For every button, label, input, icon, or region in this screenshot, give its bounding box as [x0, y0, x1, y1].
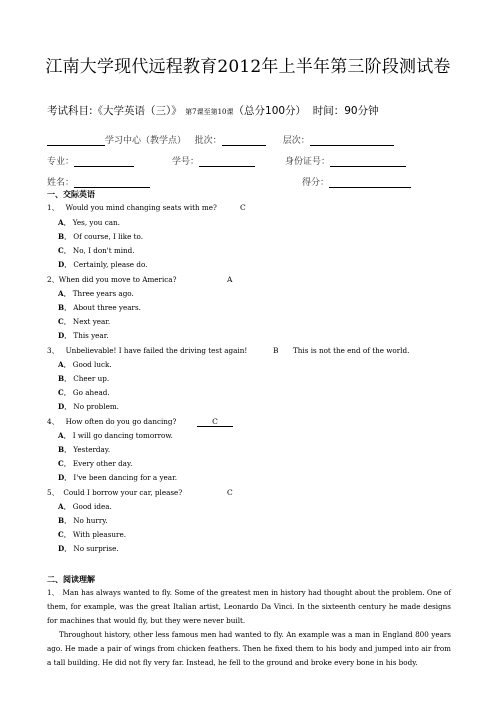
option-text: Next year.	[72, 317, 111, 326]
option-5a	[58, 502, 112, 512]
total-score: （总分100分）	[233, 105, 307, 117]
student-no-blank[interactable]	[199, 157, 255, 167]
major-blank[interactable]	[74, 157, 134, 167]
option-text: Yes, you can.	[72, 218, 120, 227]
option-key: A．	[58, 360, 71, 369]
option-key: D．	[58, 331, 72, 340]
option-text: Three years ago.	[72, 289, 134, 298]
subject-prefix: 考试科目:	[47, 105, 93, 117]
option-text: I will go dancing tomorrow.	[72, 431, 173, 440]
option-text: No surprise.	[73, 544, 119, 553]
question-5	[47, 488, 233, 498]
option-text: Every other day.	[72, 459, 133, 468]
level-blank[interactable]	[310, 136, 394, 146]
question-text: 2、	[47, 275, 59, 284]
option-2a	[58, 289, 134, 299]
option-1b	[58, 232, 143, 242]
option-text: Certainly, please do.	[73, 260, 148, 269]
question-3	[47, 346, 410, 356]
question-text: How often do you go dancing?	[65, 417, 177, 426]
option-key: D．	[58, 544, 72, 553]
option-text: Of course, I like to.	[73, 232, 144, 241]
option-text: Go ahead.	[72, 388, 110, 397]
option-text: This year.	[73, 331, 109, 340]
option-2d	[58, 331, 109, 341]
answer-3: B	[273, 346, 279, 355]
option-text: I've been dancing for a year.	[73, 473, 178, 482]
exam-title: 江南大学现代远程教育2012年上半年第三阶段测试卷	[45, 57, 451, 77]
question-text: 4、	[47, 417, 59, 426]
question-text: 1、	[47, 203, 59, 212]
answer-1: C	[240, 203, 246, 212]
question-text: Would you mind changing seats with me?	[65, 203, 217, 212]
option-4d	[58, 473, 177, 483]
batch-label: 批次：	[194, 136, 222, 146]
question-text: 3、	[47, 346, 59, 355]
level-label: 层次：	[282, 136, 310, 146]
name-blank[interactable]	[74, 178, 150, 188]
exam-time: 时间：90分钟	[312, 105, 379, 117]
option-3d	[58, 402, 119, 412]
option-text: No, I don't mind.	[72, 246, 135, 255]
question-3-response: This is not the end of the world.	[293, 346, 410, 355]
reading-paragraph-2: Throughout history, other less famous men had wanted to fly. An example was a man in England 800 years ago. He made a pair of wings from chicken feathers. Then he fixed them to his body and jumped into air from a tall building. He did not fly very far. Instead, he fell to the ground and broke every bone in his body.	[47, 630, 451, 667]
option-text: Yesterday.	[73, 445, 111, 454]
option-key: C．	[58, 459, 71, 468]
section-heading-communicative: 一、交际英语	[47, 190, 95, 199]
option-1a	[58, 218, 120, 228]
answer-2: A	[227, 275, 233, 284]
question-2	[47, 275, 233, 285]
subject-line	[47, 103, 379, 118]
reading-paragraph-1: 1、 Man has always wanted to fly. Some of the greatest men in history had thought about the problem. One of them, for example, was the great Italian artist, Leonardo Da Vinci. In the sixteenth century he made designs for machines that would fly, but they were never built.	[47, 588, 451, 625]
option-1c	[58, 246, 135, 256]
question-text: Could I borrow your car, please?	[63, 488, 183, 497]
option-1d	[58, 260, 147, 270]
option-text: Cheer up.	[73, 374, 110, 383]
option-key: C．	[58, 246, 71, 255]
lesson-range: 第7课至第10课	[185, 108, 234, 116]
id-no-label: 身份证号：	[285, 157, 331, 167]
score-blank[interactable]	[329, 178, 411, 188]
option-key: D．	[58, 402, 72, 411]
name-label: 姓名：	[47, 178, 75, 188]
question-1	[47, 203, 246, 213]
question-4	[47, 417, 218, 427]
option-key: B．	[58, 516, 72, 525]
question-text: When did you move to America?	[58, 275, 177, 284]
option-2c	[58, 317, 110, 327]
option-key: C．	[58, 530, 71, 539]
student-no-label: 学号：	[172, 157, 200, 167]
option-text: No hurry.	[73, 516, 108, 525]
option-text: No problem.	[73, 402, 119, 411]
course-name: 《大学英语（三）》	[92, 105, 182, 117]
major-label: 专业：	[47, 157, 75, 167]
answer-4: C	[197, 417, 233, 427]
option-5c	[58, 530, 126, 540]
option-key: D．	[58, 473, 72, 482]
info-row-3b	[302, 175, 411, 188]
option-key: A．	[58, 502, 71, 511]
option-5b	[58, 516, 108, 526]
center-label: 学习中心（教学点）	[105, 136, 187, 146]
option-text: Good luck.	[72, 360, 112, 369]
info-row-1	[47, 133, 394, 146]
option-text: Good idea.	[72, 502, 112, 511]
info-row-2c	[285, 154, 406, 167]
option-key: D．	[58, 260, 72, 269]
option-key: A．	[58, 218, 71, 227]
id-no-blank[interactable]	[330, 157, 406, 167]
option-2b	[58, 303, 141, 313]
option-4b	[58, 445, 110, 455]
section-heading-reading: 二、阅读理解	[47, 575, 95, 584]
question-text: Unbelievable! I have failed the driving test again!	[65, 346, 248, 355]
option-key: B．	[58, 445, 72, 454]
option-key: A．	[58, 431, 71, 440]
option-3b	[58, 374, 109, 384]
option-key: B．	[58, 232, 72, 241]
question-text: 5、	[47, 488, 59, 497]
batch-blank[interactable]	[222, 136, 266, 146]
option-5d	[58, 544, 119, 554]
option-key: A．	[58, 289, 71, 298]
option-3a	[58, 360, 112, 370]
score-label: 得分：	[302, 178, 330, 188]
option-4a	[58, 431, 173, 441]
answer-5: C	[227, 488, 233, 497]
option-3c	[58, 388, 110, 398]
info-row-3	[47, 175, 150, 188]
option-key: C．	[58, 317, 71, 326]
center-blank[interactable]	[47, 136, 105, 146]
option-4c	[58, 459, 132, 469]
info-row-2	[47, 154, 134, 167]
option-key: C．	[58, 388, 71, 397]
option-text: With pleasure.	[72, 530, 127, 539]
option-key: B．	[58, 303, 72, 312]
option-key: B．	[58, 374, 72, 383]
option-text: About three years.	[73, 303, 141, 312]
info-row-2b	[172, 154, 255, 167]
